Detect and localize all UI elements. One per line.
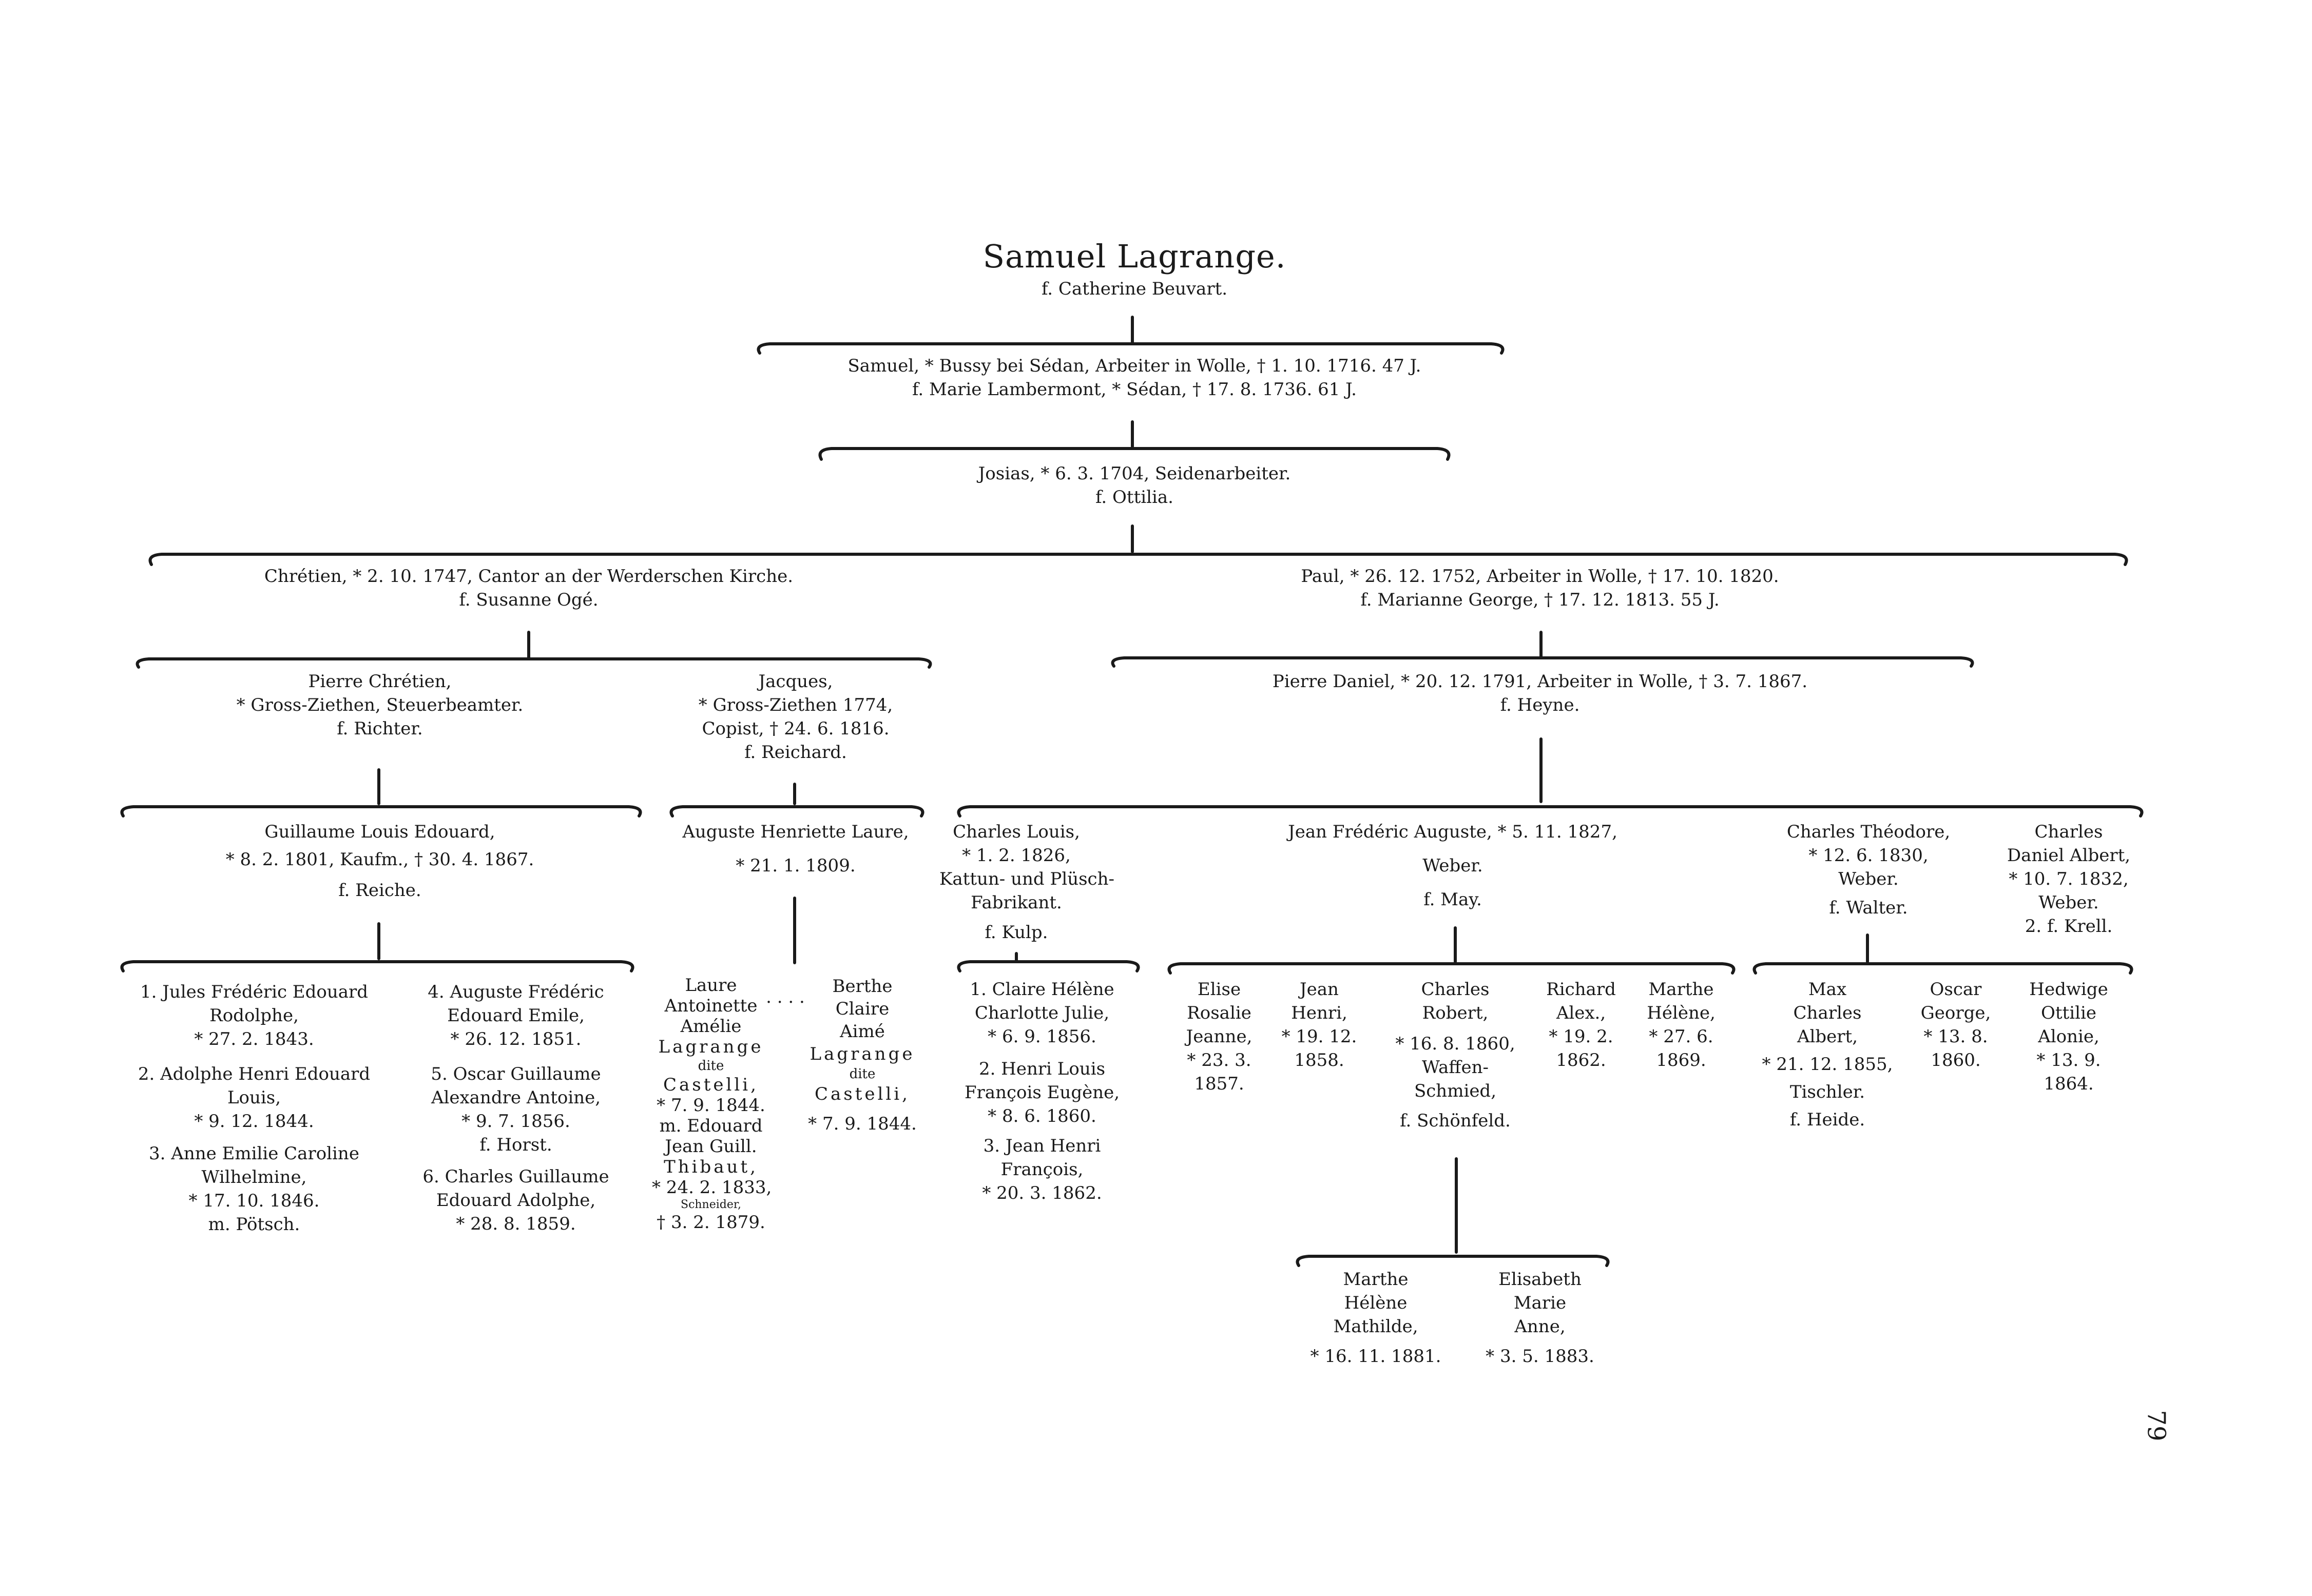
auguste-henriette-l1: Auguste Henriette Laure, <box>682 822 909 842</box>
charles-louis-l3: Kattun- und Plüsch- <box>939 869 1114 889</box>
ct-child-oscar <box>1910 978 2002 1072</box>
berthe-l2: Claire <box>835 999 890 1019</box>
page-number: 79 <box>2142 1410 2171 1442</box>
jf-child-3-l3: * 16. 8. 1860, <box>1395 1034 1515 1054</box>
berthe-l3: Aimé <box>840 1021 885 1042</box>
guillaume-child-5 <box>400 1062 631 1157</box>
jacques-l2: * Gross-Ziethen 1774, <box>698 695 893 715</box>
cl-child-2-l2: François Eugène, <box>964 1082 1120 1103</box>
charles-theodore-l3: Weber. <box>1838 869 1899 889</box>
laure-l13: † 3. 2. 1879. <box>657 1212 765 1233</box>
charles-louis-l4: Fabrikant. <box>971 892 1062 913</box>
jf-child-3-l4: Waffen- <box>1422 1057 1489 1078</box>
jf-child-1-l1: Elise <box>1197 979 1241 1000</box>
jf-child-marthe <box>1632 978 1730 1072</box>
person-paul <box>1181 565 1899 612</box>
connector-jacques <box>671 784 923 816</box>
laure-l9: Jean Guill. <box>665 1136 757 1157</box>
pierre-daniel-line1: Pierre Daniel, * 20. 12. 1791, Arbeiter in Wolle, † 3. 7. 1867. <box>1272 671 1808 692</box>
jf-child-1-l5: 1857. <box>1194 1074 1244 1094</box>
charles-daniel-l5: 2. f. Krell. <box>2025 916 2113 937</box>
ct-child-3-l2: Ottilie <box>2041 1003 2096 1023</box>
jf-child-5-l2: Hélène, <box>1647 1003 1716 1023</box>
person-josias <box>873 462 1396 509</box>
laure-l4: Lagrange <box>658 1037 764 1057</box>
cl-child-1-l3: * 6. 9. 1856. <box>988 1026 1096 1047</box>
jf-child-2-l1: Jean <box>1300 979 1339 1000</box>
charles-daniel-l1: Charles <box>2034 822 2103 842</box>
person-jean-frederic <box>1247 820 1658 911</box>
g-child-6-l2: Edouard Adolphe, <box>436 1190 596 1211</box>
jf-child-charles-robert <box>1376 978 1535 1133</box>
person-charles-daniel <box>1987 820 2151 938</box>
charles-daniel-l4: Weber. <box>2038 892 2099 913</box>
person-guillaume <box>154 820 606 902</box>
cr-child-marthe <box>1294 1268 1458 1368</box>
g-child-5-l1: 5. Oscar Guillaume <box>431 1064 601 1084</box>
person-chretien <box>169 565 888 612</box>
berthe-l5: dite <box>849 1066 876 1082</box>
jf-child-1-l3: Jeanne, <box>1186 1026 1253 1047</box>
jf-child-3-l6: f. Schönfeld. <box>1400 1111 1511 1131</box>
jf-child-3-l2: Robert, <box>1422 1003 1489 1023</box>
connector-chretien <box>138 632 931 667</box>
jf-child-4-l3: * 19. 2. <box>1549 1026 1613 1047</box>
ct-child-1-l6: f. Heide. <box>1789 1110 1865 1130</box>
samuel-line1: Samuel, * Bussy bei Sédan, Arbeiter in Wolle, † 1. 10. 1716. 47 J. <box>847 356 1421 376</box>
connector-pierre-chretien <box>122 770 641 816</box>
guillaume-child-4 <box>400 980 631 1051</box>
cr-child-2-l1: Elisabeth <box>1498 1269 1582 1290</box>
connector-gen1 <box>820 422 1449 459</box>
jean-frederic-l2: Weber. <box>1422 855 1483 876</box>
cr-child-1-l4: * 16. 11. 1881. <box>1310 1346 1441 1367</box>
g-child-1-l3: * 27. 2. 1843. <box>194 1029 314 1049</box>
ct-child-max <box>1756 978 1899 1132</box>
g-child-2-l1: 2. Adolphe Henri Edouard <box>138 1064 371 1084</box>
jf-child-2-l4: 1858. <box>1294 1050 1344 1071</box>
cr-child-2-l2: Marie <box>1513 1293 1567 1313</box>
jf-child-jean <box>1273 978 1365 1072</box>
guillaume-child-6 <box>400 1165 631 1236</box>
connector-paul <box>1113 632 1973 666</box>
jf-child-4-l2: Alex., <box>1556 1003 1606 1023</box>
berthe-l1: Berthe <box>832 976 893 997</box>
g-child-2-l3: * 9. 12. 1844. <box>194 1111 314 1132</box>
g-child-5-l3: * 9. 7. 1856. <box>461 1111 570 1132</box>
berthe-l4: Lagrange <box>810 1044 915 1064</box>
root-spouse: f. Catherine Beuvart. <box>1041 279 1228 299</box>
g-child-3-l4: m. Pötsch. <box>208 1214 300 1235</box>
ct-child-1-l5: Tischler. <box>1789 1082 1865 1102</box>
g-child-3-l2: Wilhelmine, <box>201 1167 307 1188</box>
josias-line1: Josias, * 6. 3. 1704, Seidenarbeiter. <box>978 463 1291 484</box>
cr-child-2-l4: * 3. 5. 1883. <box>1486 1346 1594 1367</box>
guillaume-l2: * 8. 2. 1801, Kaufm., † 30. 4. 1867. <box>225 849 534 870</box>
person-pierre-chretien <box>175 670 585 741</box>
samuel-line2: f. Marie Lambermont, * Sédan, † 17. 8. 1736. 61 J. <box>912 379 1357 400</box>
berthe-l6: Castelli, <box>815 1084 910 1104</box>
connector-charles-theodore <box>1755 935 2132 973</box>
cl-child-3-l2: François, <box>1000 1159 1084 1180</box>
jf-child-3-l5: Schmied, <box>1414 1081 1497 1101</box>
guillaume-child-2 <box>121 1062 388 1133</box>
person-charles-louis <box>939 820 1114 944</box>
charles-theodore-l4: f. Walter. <box>1829 898 1908 918</box>
jacques-l1: Jacques, <box>758 671 833 692</box>
laure-l7: * 7. 9. 1844. <box>657 1095 765 1116</box>
ct-child-1-l2: Charles <box>1793 1003 1862 1023</box>
cl-child-3-l3: * 20. 3. 1862. <box>982 1183 1102 1203</box>
cl-child-2-l1: 2. Henri Louis <box>978 1059 1106 1079</box>
person-berthe <box>803 975 921 1135</box>
jf-child-4-l4: 1862. <box>1556 1050 1606 1071</box>
connector-root <box>759 317 1503 353</box>
g-child-3-l3: * 17. 10. 1846. <box>188 1191 320 1211</box>
g-child-1-l2: Rodolphe, <box>209 1005 299 1026</box>
berthe-l7: * 7. 9. 1844. <box>808 1114 917 1134</box>
connector-jean-frederic <box>1169 928 1734 973</box>
jf-child-2-l2: Henri, <box>1291 1003 1347 1023</box>
jf-child-4-l1: Richard <box>1546 979 1616 1000</box>
paul-line1: Paul, * 26. 12. 1752, Arbeiter in Wolle, † 17. 10. 1820. <box>1301 566 1779 587</box>
laure-l10: Thibaut, <box>664 1157 758 1177</box>
root-name: Samuel Lagrange. <box>982 238 1286 275</box>
ct-child-3-l1: Hedwige <box>2029 979 2108 1000</box>
cr-child-1-l3: Mathilde, <box>1333 1316 1418 1337</box>
jf-child-5-l1: Marthe <box>1648 979 1714 1000</box>
g-child-5-l2: Alexandre Antoine, <box>431 1087 601 1108</box>
guillaume-l1: Guillaume Louis Edouard, <box>264 822 495 842</box>
ct-child-3-l4: * 13. 9. <box>2036 1050 2101 1071</box>
laure-l6: Castelli, <box>663 1075 759 1095</box>
g-child-1-l1: 1. Jules Frédéric Edouard <box>140 982 369 1002</box>
guillaume-child-3 <box>121 1142 388 1236</box>
g-child-4-l2: Edouard Emile, <box>447 1005 585 1026</box>
pierre-daniel-line2: f. Heyne. <box>1500 695 1580 715</box>
laure-l8: m. Edouard <box>659 1116 763 1136</box>
pierre-chretien-l1: Pierre Chrétien, <box>308 671 452 692</box>
person-auguste-henriette <box>667 820 924 878</box>
jacques-l4: f. Reichard. <box>744 742 847 763</box>
jf-child-5-l4: 1869. <box>1656 1050 1706 1071</box>
charles-daniel-l2: Daniel Albert, <box>2007 845 2131 866</box>
laure-berthe-dots: . . . . <box>766 987 805 1007</box>
jf-child-1-l4: * 23. 3. <box>1187 1050 1251 1071</box>
person-jacques <box>657 670 934 764</box>
cl-child-1-l1: 1. Claire Hélène <box>970 979 1114 1000</box>
connector-pierre-daniel <box>959 739 2142 816</box>
jf-child-richard <box>1535 978 1627 1072</box>
pierre-chretien-l2: * Gross-Ziethen, Steuerbeamter. <box>236 695 524 715</box>
ct-child-1-l1: Max <box>1808 979 1847 1000</box>
ct-child-3-l5: 1864. <box>2044 1074 2094 1094</box>
josias-line2: f. Ottilia. <box>1095 487 1173 508</box>
jacques-l3: Copist, † 24. 6. 1816. <box>702 718 890 739</box>
charles-louis-child-2 <box>950 1057 1134 1128</box>
chretien-line2: f. Susanne Ogé. <box>459 590 599 610</box>
root-person <box>934 236 1335 301</box>
charles-louis-child-3 <box>950 1134 1134 1205</box>
paul-line2: f. Marianne George, † 17. 12. 1813. 55 J. <box>1360 590 1720 610</box>
laure-l5: dite <box>698 1058 724 1074</box>
laure-l2: Antoinette <box>664 996 758 1016</box>
connector-charles-louis <box>959 953 1139 971</box>
cl-child-1-l2: Charlotte Julie, <box>974 1003 1110 1023</box>
g-child-4-l1: 4. Auguste Frédéric <box>428 982 604 1002</box>
connector-gen2 <box>150 526 2127 565</box>
ct-child-2-l2: George, <box>1920 1003 1991 1023</box>
charles-louis-l1: Charles Louis, <box>953 822 1080 842</box>
guillaume-l3: f. Reiche. <box>338 880 421 901</box>
ct-child-2-l3: * 13. 8. <box>1923 1026 1988 1047</box>
chretien-line1: Chrétien, * 2. 10. 1747, Cantor an der Werderschen Kirche. <box>264 566 794 587</box>
person-charles-theodore <box>1766 820 1971 920</box>
laure-l1: Laure <box>685 975 737 996</box>
jf-child-elise <box>1170 978 1268 1096</box>
charles-louis-l2: * 1. 2. 1826, <box>962 845 1071 866</box>
guillaume-child-1 <box>121 980 388 1051</box>
cr-child-elisabeth <box>1468 1268 1612 1368</box>
jf-child-1-l2: Rosalie <box>1187 1003 1251 1023</box>
connector-guillaume <box>122 924 633 971</box>
charles-louis-l5: f. Kulp. <box>985 922 1048 943</box>
jf-child-5-l3: * 27. 6. <box>1649 1026 1713 1047</box>
charles-daniel-l3: * 10. 7. 1832, <box>2009 869 2129 889</box>
auguste-henriette-l2: * 21. 1. 1809. <box>736 855 856 876</box>
cr-child-1-l2: Hélène <box>1344 1293 1408 1313</box>
g-child-5-l4: f. Horst. <box>479 1135 552 1155</box>
ct-child-hedwige <box>2012 978 2125 1096</box>
g-child-3-l1: 3. Anne Emilie Caroline <box>149 1143 359 1164</box>
ct-child-3-l3: Alonie, <box>2038 1026 2099 1047</box>
pierre-chretien-l3: f. Richter. <box>337 718 423 739</box>
laure-l11: * 24. 2. 1833, <box>652 1177 772 1198</box>
charles-theodore-l2: * 12. 6. 1830, <box>1808 845 1929 866</box>
g-child-6-l1: 6. Charles Guillaume <box>422 1166 609 1187</box>
laure-l3: Amélie <box>680 1016 742 1037</box>
person-laure <box>652 975 770 1233</box>
connector-charles-robert <box>1298 1159 1608 1266</box>
ct-child-2-l1: Oscar <box>1930 979 1982 1000</box>
g-child-6-l3: * 28. 8. 1859. <box>456 1214 576 1234</box>
g-child-4-l3: * 26. 12. 1851. <box>450 1029 582 1049</box>
cr-child-2-l3: Anne, <box>1514 1316 1566 1337</box>
ct-child-1-l4: * 21. 12. 1855, <box>1762 1054 1893 1075</box>
jf-child-3-l1: Charles <box>1421 979 1490 1000</box>
cl-child-2-l3: * 8. 6. 1860. <box>988 1106 1096 1126</box>
charles-louis-child-1 <box>950 978 1134 1048</box>
jean-frederic-l1: Jean Frédéric Auguste, * 5. 11. 1827, <box>1288 822 1617 842</box>
jf-child-2-l3: * 19. 12. <box>1281 1026 1357 1047</box>
charles-theodore-l1: Charles Théodore, <box>1786 822 1951 842</box>
g-child-2-l2: Louis, <box>227 1087 281 1108</box>
jean-frederic-l3: f. May. <box>1423 889 1482 910</box>
ct-child-2-l4: 1860. <box>1931 1050 1981 1071</box>
cl-child-3-l1: 3. Jean Henri <box>983 1136 1101 1156</box>
cr-child-1-l1: Marthe <box>1343 1269 1409 1290</box>
person-samuel <box>719 354 1550 401</box>
ct-child-1-l3: Albert, <box>1797 1026 1858 1047</box>
laure-l12: Schneider, <box>681 1198 741 1211</box>
person-pierre-daniel <box>1155 670 1925 717</box>
